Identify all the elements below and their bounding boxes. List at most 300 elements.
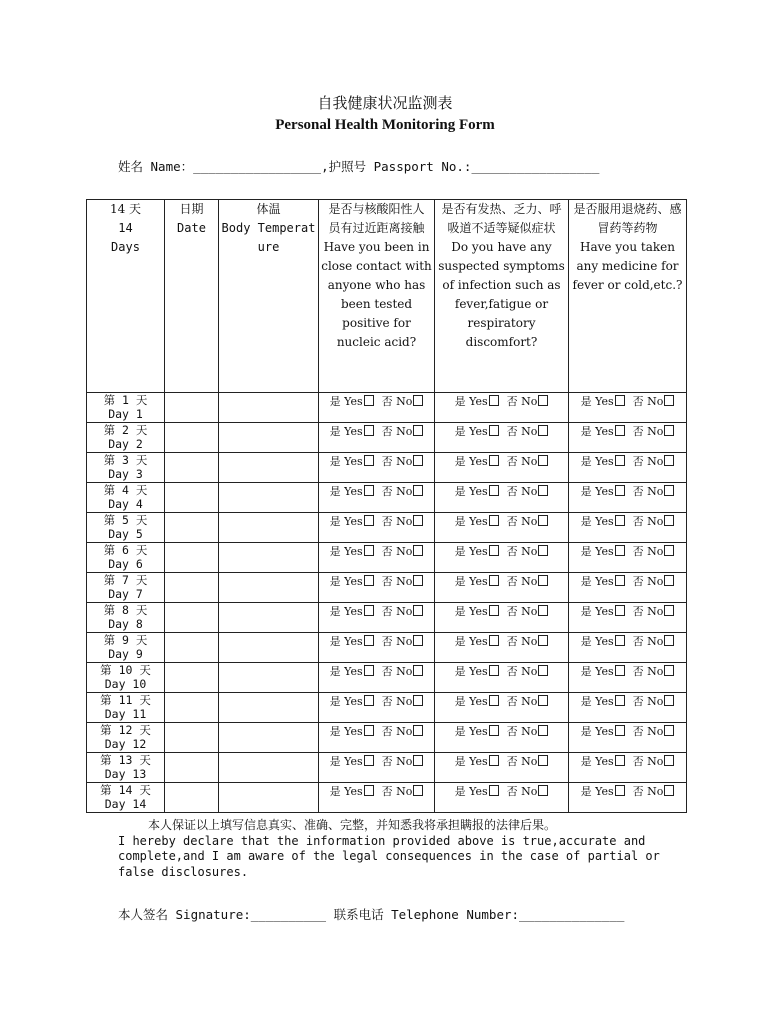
- date-cell[interactable]: [165, 693, 219, 723]
- yes-checkbox[interactable]: [615, 635, 625, 646]
- yes-checkbox[interactable]: [364, 575, 374, 586]
- day-label-en: Day 8: [108, 617, 143, 631]
- symptom-answer-cell: [435, 543, 569, 573]
- yes-checkbox[interactable]: [615, 515, 625, 526]
- yes-label: 是 Yes: [329, 545, 363, 558]
- no-label: 否 No: [381, 485, 413, 498]
- symptom-answer-cell: [435, 513, 569, 543]
- medicine-answer-cell: [569, 603, 687, 633]
- no-checkbox[interactable]: [413, 515, 423, 526]
- signature-telephone-line: 本人签名 Signature:__________ 联系电话 Telephone Number:______________: [118, 907, 625, 922]
- yes-checkbox[interactable]: [489, 575, 499, 586]
- yes-checkbox[interactable]: [615, 665, 625, 676]
- header-symptom-cn: 是否有发热、乏力、呼吸道不适等疑似症状: [441, 202, 562, 235]
- yes-checkbox[interactable]: [615, 605, 625, 616]
- yes-checkbox[interactable]: [615, 575, 625, 586]
- temperature-cell[interactable]: [219, 783, 319, 813]
- yes-checkbox[interactable]: [489, 605, 499, 616]
- yes-checkbox[interactable]: [615, 395, 625, 406]
- date-cell[interactable]: [165, 633, 219, 663]
- table-row: [87, 573, 687, 603]
- day-label-cell: [87, 543, 165, 573]
- temperature-cell[interactable]: [219, 633, 319, 663]
- declaration-en: I hereby declare that the information provided above is true,accurate and complete,and I am aware of the legal consequences in the case of partial or false disclosures.: [118, 833, 660, 879]
- header-date-en: Date: [177, 221, 206, 235]
- day-label-en: Day 1: [108, 407, 143, 421]
- temperature-cell[interactable]: [219, 483, 319, 513]
- no-checkbox[interactable]: [538, 665, 548, 676]
- no-checkbox[interactable]: [538, 605, 548, 616]
- medicine-answer-cell: [569, 393, 687, 423]
- yes-label: 是 Yes: [580, 545, 614, 558]
- table-row: [87, 453, 687, 483]
- symptom-answer-cell: [435, 603, 569, 633]
- no-checkbox[interactable]: [538, 695, 548, 706]
- day-label-cell: [87, 573, 165, 603]
- no-label: 否 No: [632, 545, 664, 558]
- header-temperature: [219, 200, 319, 393]
- table-row: [87, 513, 687, 543]
- no-checkbox[interactable]: [664, 725, 674, 736]
- no-label: 否 No: [506, 515, 538, 528]
- day-label-en: Day 10: [104, 677, 147, 691]
- table-row: [87, 633, 687, 663]
- date-cell[interactable]: [165, 483, 219, 513]
- header-medicine: [569, 200, 687, 393]
- day-label-en: Day 5: [108, 527, 143, 541]
- yes-checkbox[interactable]: [364, 425, 374, 436]
- no-checkbox[interactable]: [413, 695, 423, 706]
- yes-checkbox[interactable]: [364, 695, 374, 706]
- no-checkbox[interactable]: [664, 755, 674, 766]
- table-row: [87, 693, 687, 723]
- table-row: [87, 783, 687, 813]
- temperature-cell[interactable]: [219, 723, 319, 753]
- no-label: 否 No: [506, 605, 538, 618]
- date-cell[interactable]: [165, 573, 219, 603]
- no-checkbox[interactable]: [413, 575, 423, 586]
- header-temperature-cn: 体温: [256, 202, 281, 216]
- day-label-cell: [87, 633, 165, 663]
- yes-label: 是 Yes: [329, 665, 363, 678]
- day-label-cn: 第 6 天: [103, 543, 148, 557]
- symptom-answer-cell: [435, 723, 569, 753]
- no-checkbox[interactable]: [413, 545, 423, 556]
- yes-label: 是 Yes: [454, 755, 488, 768]
- yes-checkbox[interactable]: [489, 785, 499, 796]
- table-row: [87, 423, 687, 453]
- day-label-cn: 第 13 天: [100, 753, 151, 767]
- yes-label: 是 Yes: [329, 725, 363, 738]
- yes-checkbox[interactable]: [615, 725, 625, 736]
- day-label-en: Day 3: [108, 467, 143, 481]
- no-label: 否 No: [381, 395, 413, 408]
- contact-answer-cell: [319, 753, 435, 783]
- symptom-answer-cell: [435, 483, 569, 513]
- day-label-cell: [87, 723, 165, 753]
- yes-label: 是 Yes: [580, 725, 614, 738]
- yes-checkbox[interactable]: [364, 635, 374, 646]
- yes-label: 是 Yes: [580, 575, 614, 588]
- yes-label: 是 Yes: [329, 695, 363, 708]
- no-label: 否 No: [632, 665, 664, 678]
- yes-label: 是 Yes: [454, 785, 488, 798]
- no-label: 否 No: [506, 725, 538, 738]
- monitoring-table: [86, 199, 687, 813]
- no-label: 否 No: [506, 425, 538, 438]
- day-label-en: Day 4: [108, 497, 143, 511]
- date-cell[interactable]: [165, 393, 219, 423]
- no-checkbox[interactable]: [413, 785, 423, 796]
- temperature-cell[interactable]: [219, 573, 319, 603]
- yes-label: 是 Yes: [454, 545, 488, 558]
- yes-checkbox[interactable]: [615, 545, 625, 556]
- date-cell[interactable]: [165, 423, 219, 453]
- no-checkbox[interactable]: [413, 725, 423, 736]
- medicine-answer-cell: [569, 723, 687, 753]
- yes-checkbox[interactable]: [364, 485, 374, 496]
- no-checkbox[interactable]: [538, 485, 548, 496]
- header-date: [165, 200, 219, 393]
- day-label-cn: 第 1 天: [103, 393, 148, 407]
- header-medicine-cn: 是否服用退烧药、感冒药等药物: [573, 202, 682, 235]
- day-label-cn: 第 12 天: [100, 723, 151, 737]
- no-checkbox[interactable]: [664, 635, 674, 646]
- day-label-cn: 第 14 天: [100, 783, 151, 797]
- day-label-en: Day 2: [108, 437, 143, 451]
- no-label: 否 No: [381, 605, 413, 618]
- symptom-answer-cell: [435, 753, 569, 783]
- symptom-answer-cell: [435, 663, 569, 693]
- no-label: 否 No: [632, 755, 664, 768]
- table-row: [87, 753, 687, 783]
- yes-checkbox[interactable]: [364, 605, 374, 616]
- day-label-cell: [87, 603, 165, 633]
- yes-checkbox[interactable]: [489, 425, 499, 436]
- medicine-answer-cell: [569, 423, 687, 453]
- day-label-cn: 第 4 天: [103, 483, 148, 497]
- day-label-en: Day 12: [104, 737, 147, 751]
- header-temperature-en: Body Temperature: [221, 221, 316, 254]
- yes-checkbox[interactable]: [364, 785, 374, 796]
- temperature-cell[interactable]: [219, 753, 319, 783]
- no-checkbox[interactable]: [538, 755, 548, 766]
- day-label-cell: [87, 483, 165, 513]
- no-checkbox[interactable]: [664, 395, 674, 406]
- day-label-cn: 第 10 天: [100, 663, 151, 677]
- no-checkbox[interactable]: [413, 755, 423, 766]
- no-label: 否 No: [632, 425, 664, 438]
- day-label-cn: 第 3 天: [103, 453, 148, 467]
- day-label-en: Day 11: [104, 707, 147, 721]
- yes-label: 是 Yes: [580, 455, 614, 468]
- yes-checkbox[interactable]: [615, 425, 625, 436]
- temperature-cell[interactable]: [219, 423, 319, 453]
- no-label: 否 No: [381, 665, 413, 678]
- yes-label: 是 Yes: [580, 695, 614, 708]
- symptom-answer-cell: [435, 633, 569, 663]
- no-label: 否 No: [632, 785, 664, 798]
- day-label-en: Day 14: [104, 797, 147, 811]
- yes-label: 是 Yes: [329, 515, 363, 528]
- temperature-cell[interactable]: [219, 663, 319, 693]
- yes-label: 是 Yes: [329, 455, 363, 468]
- day-label-cn: 第 7 天: [103, 573, 148, 587]
- yes-checkbox[interactable]: [489, 725, 499, 736]
- yes-label: 是 Yes: [580, 425, 614, 438]
- date-cell[interactable]: [165, 453, 219, 483]
- date-cell[interactable]: [165, 663, 219, 693]
- no-checkbox[interactable]: [413, 455, 423, 466]
- contact-answer-cell: [319, 513, 435, 543]
- temperature-cell[interactable]: [219, 543, 319, 573]
- table-header-row: [87, 200, 687, 393]
- yes-label: 是 Yes: [454, 725, 488, 738]
- symptom-answer-cell: [435, 393, 569, 423]
- temperature-cell[interactable]: [219, 693, 319, 723]
- no-checkbox[interactable]: [413, 605, 423, 616]
- no-label: 否 No: [506, 665, 538, 678]
- header-days: [87, 200, 165, 393]
- yes-label: 是 Yes: [454, 665, 488, 678]
- no-checkbox[interactable]: [538, 515, 548, 526]
- yes-label: 是 Yes: [580, 485, 614, 498]
- yes-label: 是 Yes: [580, 395, 614, 408]
- yes-label: 是 Yes: [580, 785, 614, 798]
- day-label-cn: 第 9 天: [103, 633, 148, 647]
- no-label: 否 No: [381, 695, 413, 708]
- no-label: 否 No: [506, 575, 538, 588]
- no-label: 否 No: [381, 785, 413, 798]
- temperature-cell[interactable]: [219, 603, 319, 633]
- no-checkbox[interactable]: [413, 425, 423, 436]
- table-row: [87, 603, 687, 633]
- date-cell[interactable]: [165, 753, 219, 783]
- no-checkbox[interactable]: [664, 665, 674, 676]
- header-date-cn: 日期: [179, 202, 204, 216]
- contact-answer-cell: [319, 423, 435, 453]
- table-row: [87, 543, 687, 573]
- no-checkbox[interactable]: [413, 485, 423, 496]
- date-cell[interactable]: [165, 543, 219, 573]
- yes-checkbox[interactable]: [364, 455, 374, 466]
- medicine-answer-cell: [569, 453, 687, 483]
- contact-answer-cell: [319, 633, 435, 663]
- no-checkbox[interactable]: [538, 395, 548, 406]
- table-row: [87, 393, 687, 423]
- day-label-cell: [87, 693, 165, 723]
- yes-checkbox[interactable]: [364, 515, 374, 526]
- no-label: 否 No: [506, 485, 538, 498]
- no-checkbox[interactable]: [664, 785, 674, 796]
- yes-checkbox[interactable]: [489, 455, 499, 466]
- no-label: 否 No: [632, 725, 664, 738]
- yes-checkbox[interactable]: [615, 695, 625, 706]
- yes-checkbox[interactable]: [489, 635, 499, 646]
- yes-checkbox[interactable]: [615, 755, 625, 766]
- no-label: 否 No: [381, 455, 413, 468]
- no-checkbox[interactable]: [664, 575, 674, 586]
- contact-answer-cell: [319, 723, 435, 753]
- day-label-cn: 第 5 天: [103, 513, 148, 527]
- yes-label: 是 Yes: [329, 635, 363, 648]
- day-rows: [87, 393, 687, 813]
- no-label: 否 No: [381, 755, 413, 768]
- header-symptom: [435, 200, 569, 393]
- day-label-cell: [87, 393, 165, 423]
- yes-checkbox[interactable]: [615, 455, 625, 466]
- header-contact-en: Have you been in close contact with anyone who has been tested positive for nucleic acid?: [321, 240, 432, 349]
- date-cell[interactable]: [165, 513, 219, 543]
- yes-checkbox[interactable]: [364, 755, 374, 766]
- yes-checkbox[interactable]: [364, 395, 374, 406]
- no-label: 否 No: [381, 635, 413, 648]
- yes-label: 是 Yes: [580, 635, 614, 648]
- medicine-answer-cell: [569, 753, 687, 783]
- header-medicine-en: Have you taken any medicine for fever or cold,etc.?: [572, 240, 683, 292]
- day-label-cell: [87, 753, 165, 783]
- medicine-answer-cell: [569, 573, 687, 603]
- yes-label: 是 Yes: [454, 635, 488, 648]
- symptom-answer-cell: [435, 573, 569, 603]
- contact-answer-cell: [319, 483, 435, 513]
- yes-checkbox[interactable]: [489, 485, 499, 496]
- contact-answer-cell: [319, 663, 435, 693]
- yes-checkbox[interactable]: [489, 755, 499, 766]
- yes-checkbox[interactable]: [489, 515, 499, 526]
- no-label: 否 No: [381, 545, 413, 558]
- yes-label: 是 Yes: [454, 485, 488, 498]
- no-checkbox[interactable]: [538, 545, 548, 556]
- day-label-en: Day 7: [108, 587, 143, 601]
- day-label-cell: [87, 453, 165, 483]
- yes-checkbox[interactable]: [364, 545, 374, 556]
- date-cell[interactable]: [165, 723, 219, 753]
- no-checkbox[interactable]: [664, 515, 674, 526]
- day-label-en: Day 13: [104, 767, 147, 781]
- yes-checkbox[interactable]: [615, 485, 625, 496]
- day-label-cell: [87, 783, 165, 813]
- yes-checkbox[interactable]: [489, 665, 499, 676]
- no-label: 否 No: [506, 635, 538, 648]
- day-label-en: Day 6: [108, 557, 143, 571]
- yes-label: 是 Yes: [454, 695, 488, 708]
- no-checkbox[interactable]: [538, 425, 548, 436]
- yes-checkbox[interactable]: [489, 545, 499, 556]
- form-title-chinese: 自我健康状况监测表: [317, 94, 453, 112]
- header-contact-cn: 是否与核酸阳性人员有过近距离接触: [328, 202, 425, 235]
- no-checkbox[interactable]: [664, 425, 674, 436]
- declaration: [118, 818, 678, 880]
- no-checkbox[interactable]: [413, 635, 423, 646]
- yes-label: 是 Yes: [454, 395, 488, 408]
- yes-checkbox[interactable]: [364, 665, 374, 676]
- yes-label: 是 Yes: [580, 515, 614, 528]
- contact-answer-cell: [319, 603, 435, 633]
- no-label: 否 No: [506, 785, 538, 798]
- table-row: [87, 663, 687, 693]
- no-label: 否 No: [632, 695, 664, 708]
- table-row: [87, 483, 687, 513]
- contact-answer-cell: [319, 693, 435, 723]
- no-checkbox[interactable]: [538, 785, 548, 796]
- yes-checkbox[interactable]: [364, 725, 374, 736]
- medicine-answer-cell: [569, 513, 687, 543]
- day-label-cell: [87, 513, 165, 543]
- contact-answer-cell: [319, 783, 435, 813]
- temperature-cell[interactable]: [219, 393, 319, 423]
- yes-label: 是 Yes: [454, 575, 488, 588]
- date-cell[interactable]: [165, 603, 219, 633]
- temperature-cell[interactable]: [219, 513, 319, 543]
- no-checkbox[interactable]: [664, 455, 674, 466]
- yes-checkbox[interactable]: [489, 395, 499, 406]
- day-label-cn: 第 8 天: [103, 603, 148, 617]
- symptom-answer-cell: [435, 783, 569, 813]
- no-checkbox[interactable]: [664, 695, 674, 706]
- header-symptom-en: Do you have any suspected symptoms of infection such as fever,fatigue or respiratory discomfort?: [438, 240, 565, 349]
- no-checkbox[interactable]: [413, 395, 423, 406]
- no-checkbox[interactable]: [538, 725, 548, 736]
- no-checkbox[interactable]: [664, 605, 674, 616]
- yes-checkbox[interactable]: [615, 785, 625, 796]
- no-label: 否 No: [632, 515, 664, 528]
- no-checkbox[interactable]: [664, 545, 674, 556]
- day-label-cell: [87, 423, 165, 453]
- medicine-answer-cell: [569, 543, 687, 573]
- no-label: 否 No: [632, 605, 664, 618]
- temperature-cell[interactable]: [219, 453, 319, 483]
- yes-label: 是 Yes: [454, 455, 488, 468]
- day-label-cn: 第 2 天: [103, 423, 148, 437]
- no-checkbox[interactable]: [538, 455, 548, 466]
- symptom-answer-cell: [435, 453, 569, 483]
- day-label-cell: [87, 663, 165, 693]
- no-label: 否 No: [632, 575, 664, 588]
- no-checkbox[interactable]: [538, 635, 548, 646]
- form-title-english: Personal Health Monitoring Form: [275, 117, 495, 133]
- yes-label: 是 Yes: [580, 755, 614, 768]
- date-cell[interactable]: [165, 783, 219, 813]
- no-label: 否 No: [381, 515, 413, 528]
- no-label: 否 No: [506, 455, 538, 468]
- day-label-en: Day 9: [108, 647, 143, 661]
- no-checkbox[interactable]: [413, 665, 423, 676]
- medicine-answer-cell: [569, 483, 687, 513]
- symptom-answer-cell: [435, 423, 569, 453]
- header-days-en: 14 Days: [111, 221, 140, 254]
- no-label: 否 No: [506, 545, 538, 558]
- name-passport-line: 姓名 Name：_________________,护照号 Passport No.:_________________: [118, 159, 600, 174]
- no-checkbox[interactable]: [538, 575, 548, 586]
- no-label: 否 No: [632, 395, 664, 408]
- symptom-answer-cell: [435, 693, 569, 723]
- no-label: 否 No: [506, 755, 538, 768]
- yes-label: 是 Yes: [454, 515, 488, 528]
- medicine-answer-cell: [569, 633, 687, 663]
- yes-label: 是 Yes: [329, 395, 363, 408]
- yes-checkbox[interactable]: [489, 695, 499, 706]
- medicine-answer-cell: [569, 693, 687, 723]
- contact-answer-cell: [319, 543, 435, 573]
- medicine-answer-cell: [569, 663, 687, 693]
- no-label: 否 No: [506, 695, 538, 708]
- no-checkbox[interactable]: [664, 485, 674, 496]
- medicine-answer-cell: [569, 783, 687, 813]
- day-label-cn: 第 11 天: [100, 693, 151, 707]
- yes-label: 是 Yes: [329, 785, 363, 798]
- yes-label: 是 Yes: [454, 605, 488, 618]
